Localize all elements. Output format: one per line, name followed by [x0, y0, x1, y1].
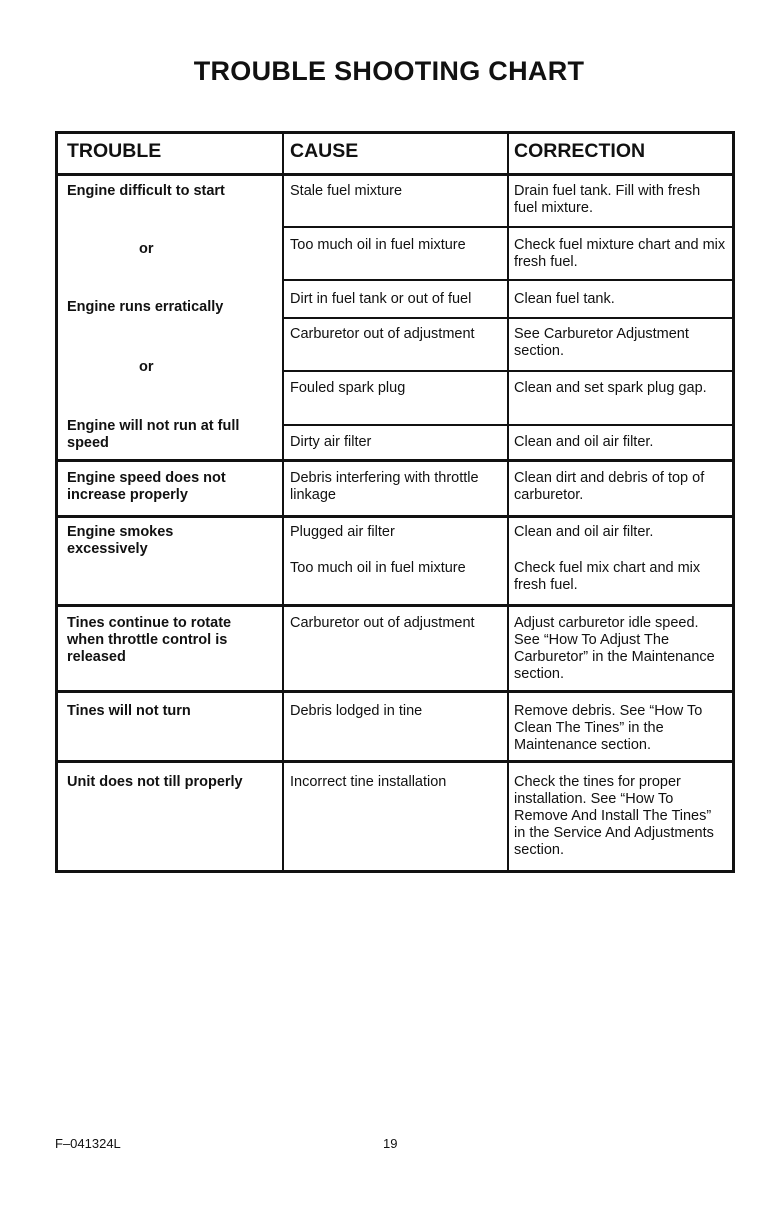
group-divider [58, 760, 732, 763]
correction-text: Check fuel mix chart and mix fresh fuel. [514, 560, 701, 593]
group-divider [58, 459, 732, 462]
cause-text: Fouled spark plug [290, 380, 406, 396]
correction-text: Clean and oil air filter. [514, 524, 654, 540]
correction-text: Clean dirt and debris of top of carburetor. [514, 470, 705, 503]
trouble-text: Tines will not turn [67, 703, 191, 719]
cause-text: Too much oil in fuel mixture [290, 237, 466, 253]
cause-text: Debris lodged in tine [290, 703, 423, 719]
trouble-text: or [139, 359, 154, 375]
trouble-text: Engine speed does not increase properly [67, 470, 226, 503]
troubleshooting-table [55, 131, 735, 873]
row-divider [283, 317, 732, 319]
correction-text: Clean and set spark plug gap. [514, 380, 707, 396]
cause-text: Carburetor out of adjustment [290, 326, 475, 342]
correction-text: Adjust carburetor idle speed. See “How To Adjust The Carburetor” in the Maintenance section. [514, 615, 715, 682]
cause-text: Debris interfering with throttle linkage [290, 470, 479, 503]
correction-text: Check fuel mixture chart and mix fresh fuel. [514, 237, 726, 270]
cause-text: Plugged air filter [290, 524, 395, 540]
header-correction: CORRECTION [514, 140, 646, 162]
cause-text: Dirty air filter [290, 434, 372, 450]
correction-text: Drain fuel tank. Fill with fresh fuel mixture. [514, 183, 701, 216]
cause-text: Stale fuel mixture [290, 183, 403, 199]
header-divider [58, 173, 732, 176]
cause-text: Carburetor out of adjustment [290, 615, 475, 631]
page-title: TROUBLE SHOOTING CHART [193, 56, 585, 86]
row-divider [283, 279, 732, 281]
row-divider [283, 226, 732, 228]
group-divider [58, 515, 732, 518]
correction-text: Clean fuel tank. [514, 291, 615, 307]
row-divider [283, 370, 732, 372]
cause-text: Dirt in fuel tank or out of fuel [290, 291, 472, 307]
correction-text: Clean and oil air filter. [514, 434, 654, 450]
trouble-text: Tines continue to rotate when throttle control is released [67, 615, 232, 665]
correction-text: Remove debris. See “How To Clean The Tines” in the Maintenance section. [514, 703, 703, 753]
correction-text: Check the tines for proper installation. See “How To Remove And Install The Tines” in the Service And Adjustments section. [514, 774, 714, 858]
trouble-text: or [139, 241, 154, 257]
page-number: 19 [383, 1136, 398, 1151]
group-divider [58, 604, 732, 607]
group-divider [58, 690, 732, 693]
cause-text: Incorrect tine installation [290, 774, 447, 790]
trouble-text: Engine smokes excessively [67, 524, 174, 557]
trouble-text: Engine runs erratically [67, 299, 224, 315]
trouble-text: Unit does not till properly [67, 774, 243, 790]
trouble-text: Engine will not run at full speed [67, 418, 240, 451]
trouble-text: Engine difficult to start [67, 183, 225, 199]
cause-text: Too much oil in fuel mixture [290, 560, 466, 576]
header-trouble: TROUBLE [67, 140, 162, 162]
document-code: F–041324L [55, 1136, 121, 1151]
correction-text: See Carburetor Adjustment section. [514, 326, 689, 359]
header-cause: CAUSE [290, 140, 359, 162]
row-divider [283, 424, 732, 426]
